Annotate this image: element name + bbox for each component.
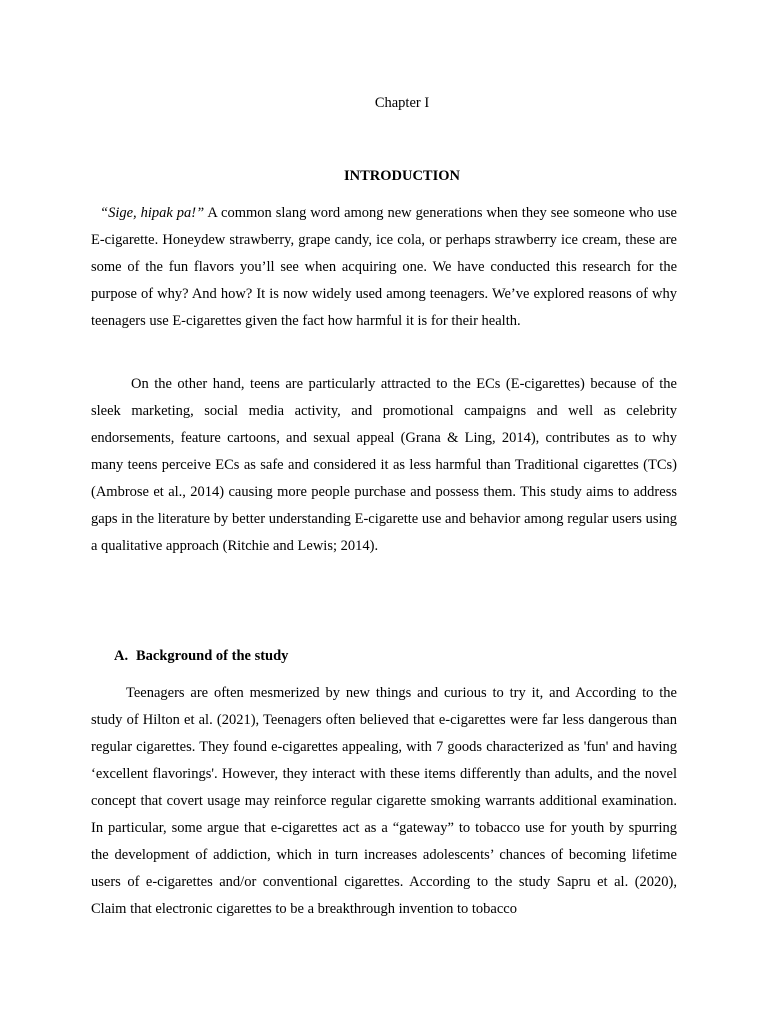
- section-a-number: A.: [114, 648, 129, 664]
- intro-paragraph-1-text: A common slang word among new generations when they see someone who use E-cigarette. Honeydew strawberry, grape candy, ice cola, or perhaps strawberry ice cream, these are some of the fun flavors you’ll see when acquiring one. We have conducted this research for the purpose of why? And how? It is now widely used among teenagers. We’ve explored reasons of why teenagers use E-cigarettes given the fact how harmful it is for their health.: [91, 205, 677, 329]
- background-paragraph-1: [91, 680, 677, 923]
- background-paragraph-1-text: Teenagers are often mesmerized by new things and curious to try it, and According to the study of Hilton et al. (2021), Teenagers often believed that e-cigarettes were far less dangerous than regular cigarettes. They found e-cigarettes appealing, with 7 goods characterized as 'fun' and having ‘excellent flavorings'. However, they interact with these items differently than adults, and the novel concept that covert usage may reinforce regular cigarette smoking warrants additional examination. In particular, some argue that e-cigarettes act as a “gateway” to tobacco use for youth by spurring the development of addiction, which in turn increases adolescents’ chances of becoming lifetime users of e-cigarettes and/or conventional cigarettes. According to the study Sapru et al. (2020), Claim that electronic cigarettes to be a breakthrough invention to tobacco: [91, 685, 677, 917]
- section-a-heading: [114, 647, 288, 665]
- intro-quote: “Sige, hipak pa!”: [100, 205, 205, 221]
- section-a-title: Background of the study: [136, 648, 289, 664]
- intro-paragraph-2: [91, 371, 677, 560]
- chapter-label: Chapter I: [374, 95, 430, 111]
- introduction-heading: INTRODUCTION: [343, 168, 460, 184]
- intro-paragraph-2-text: On the other hand, teens are particularly attracted to the ECs (E-cigarettes) because of the sleek marketing, social media activity, and promotional campaigns and well as celebrity endorsements, feature cartoons, and sexual appeal (Grana & Ling, 2014), contributes as to why many teens perceive ECs as safe and considered it as less harmful than Traditional cigarettes (TCs) (Ambrose et al., 2014) causing more people purchase and possess them. This study aims to address gaps in the literature by better understanding E-cigarette use and behavior among regular users using a qualitative approach (Ritchie and Lewis; 2014).: [91, 376, 677, 554]
- intro-paragraph-1: [91, 200, 677, 335]
